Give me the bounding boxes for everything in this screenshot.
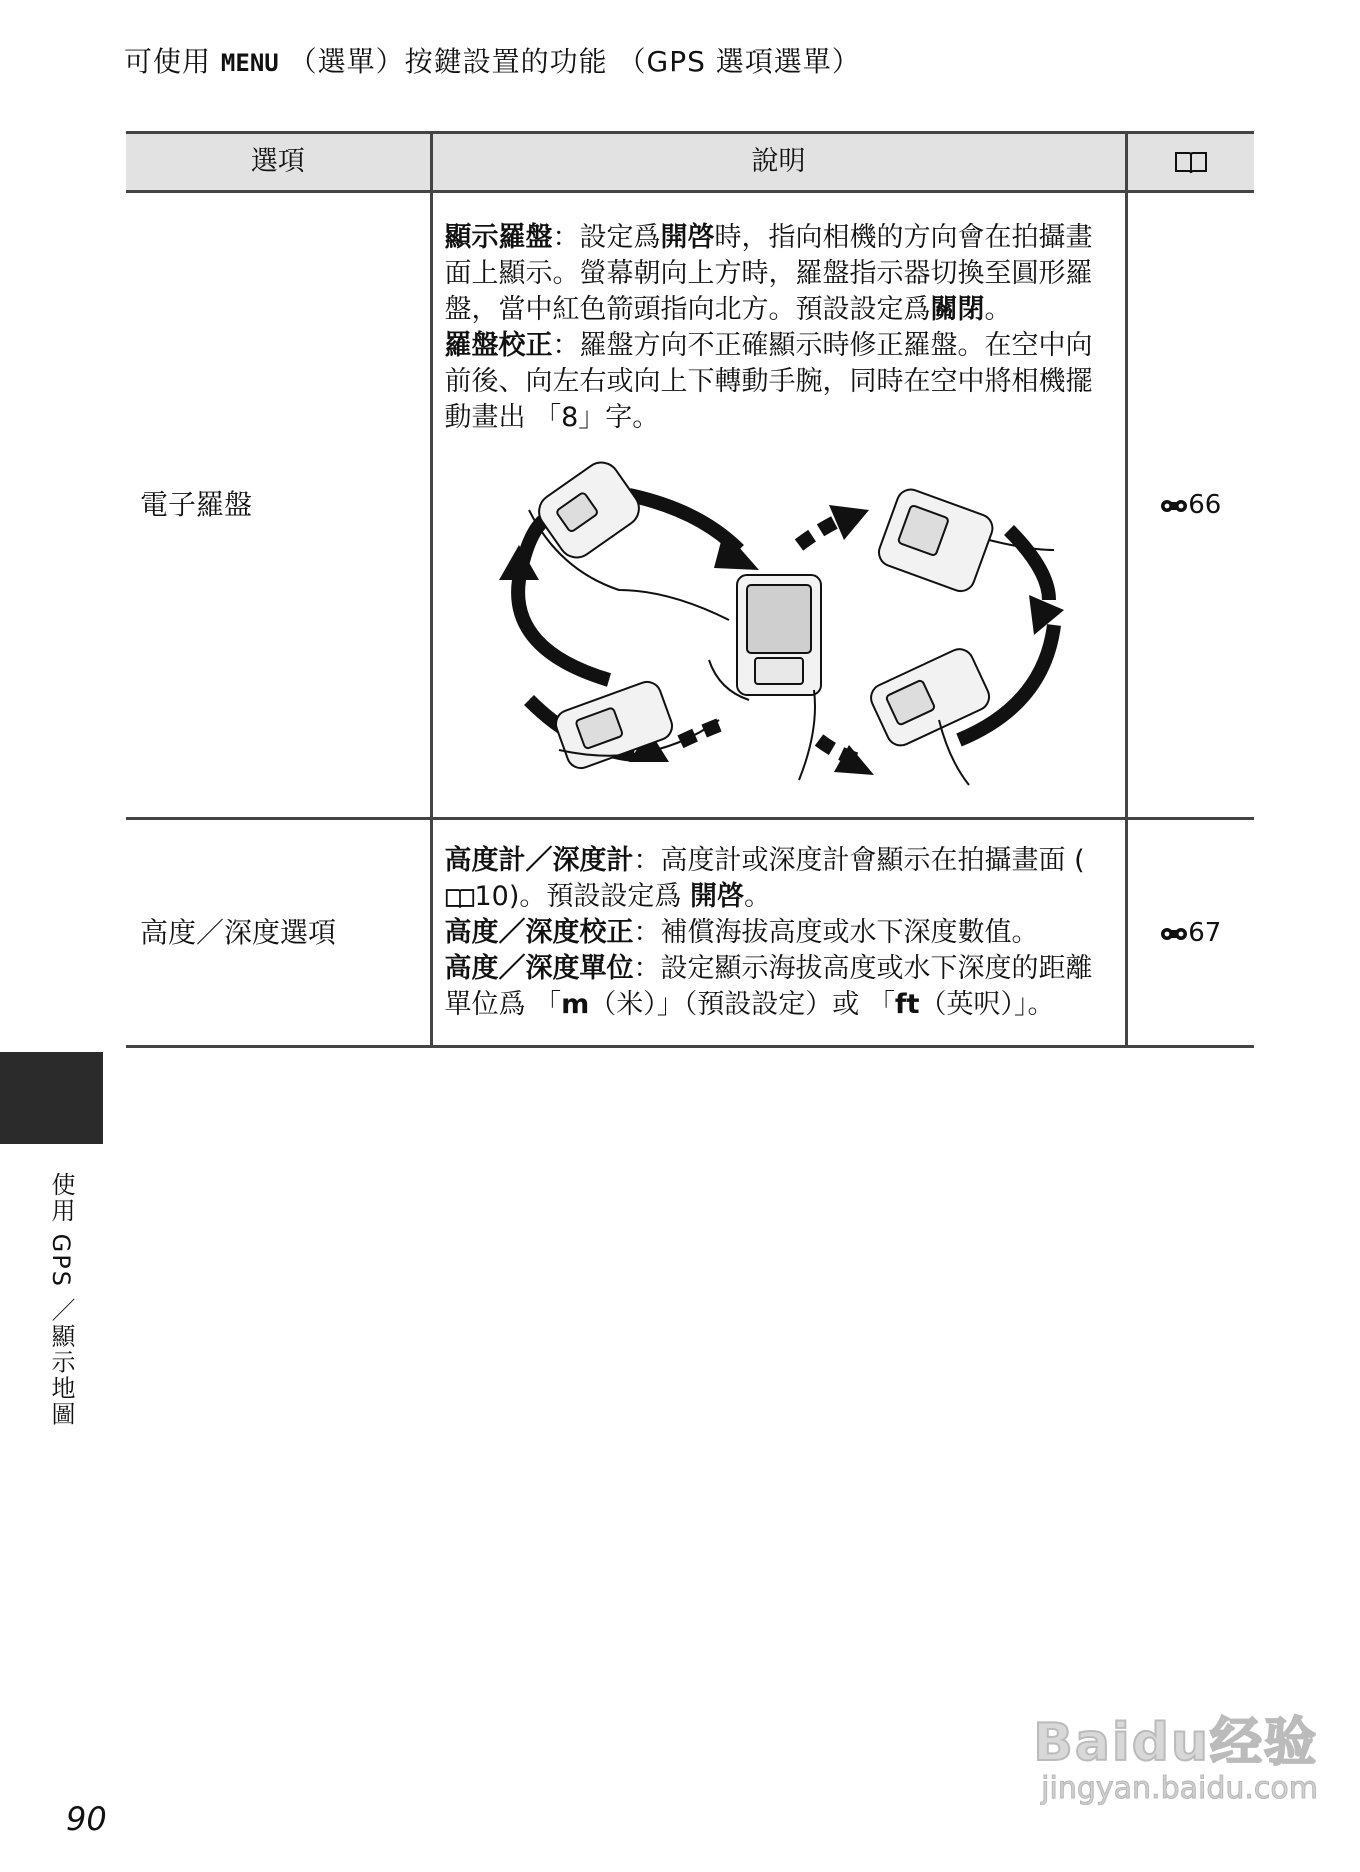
menu-key-label: MENU: [220, 49, 279, 77]
watermark-logo-text: Baidu经验: [1033, 1713, 1318, 1773]
header-option: 選項: [126, 133, 431, 192]
desc-item-display-compass: 顯示羅盤：設定爲開啓時，指向相機的方向會在拍攝畫面上顯示。螢幕朝向上方時，羅盤指示器切換至圓形羅盤，當中紅色箭頭指向北方。預設設定爲關閉。: [444, 222, 1093, 325]
desc-item-altitude-correction: 高度／深度校正：補償海拔高度或水下深度數值。: [444, 916, 1039, 948]
functions-table: [126, 131, 1254, 1048]
chapter-tab: [0, 1052, 103, 1144]
option-compass: 電子羅盤: [126, 192, 431, 819]
table-header-row: [126, 133, 1254, 192]
table-row-altitude: [126, 819, 1254, 1047]
title-suffix: （選單）按鍵設置的功能 （GPS 選項選單）: [288, 45, 861, 78]
reference-icon: [1160, 496, 1188, 516]
reference-compass[interactable]: [1126, 192, 1254, 819]
reference-icon: [1160, 924, 1188, 944]
watermark-url: jingyan.baidu.com: [1041, 1771, 1318, 1806]
description-compass: [431, 192, 1126, 819]
page-title: [124, 40, 861, 80]
functions-table-wrap: [126, 131, 1254, 1048]
figure-eight-calibration-illustration: [469, 450, 1089, 790]
book-icon: [445, 887, 475, 909]
table-row-compass: [126, 192, 1254, 819]
reference-altitude-depth[interactable]: [1126, 819, 1254, 1047]
book-icon: [1174, 150, 1208, 174]
watermark: [978, 1700, 1318, 1840]
description-altitude-depth: [431, 819, 1126, 1047]
reference-page: 67: [1188, 917, 1222, 948]
desc-item-altimeter: 高度計／深度計：高度計或深度計會顯示在拍攝畫面 (10)。預設設定爲 開啓。: [444, 844, 1085, 912]
header-reference: [1126, 133, 1254, 192]
chapter-side-label: 使用 GPS ／顯示地圖: [47, 1172, 75, 1428]
title-prefix: 可使用: [124, 45, 212, 78]
header-description: 說明: [431, 133, 1126, 192]
option-altitude-depth: 高度／深度選項: [126, 819, 431, 1047]
desc-item-altitude-units: 高度／深度單位：設定顯示海拔高度或水下深度的距離單位爲 「m（米）」（預設設定）或 「ft（英呎）」。: [444, 952, 1093, 1020]
reference-page: 66: [1188, 490, 1222, 520]
desc-item-compass-calibration: 羅盤校正：羅盤方向不正確顯示時修正羅盤。在空中向前後、向左右或向上下轉動手腕，同時在空中將相機擺動畫出 「8」字。: [444, 330, 1093, 433]
page-number: 90: [66, 1800, 107, 1838]
